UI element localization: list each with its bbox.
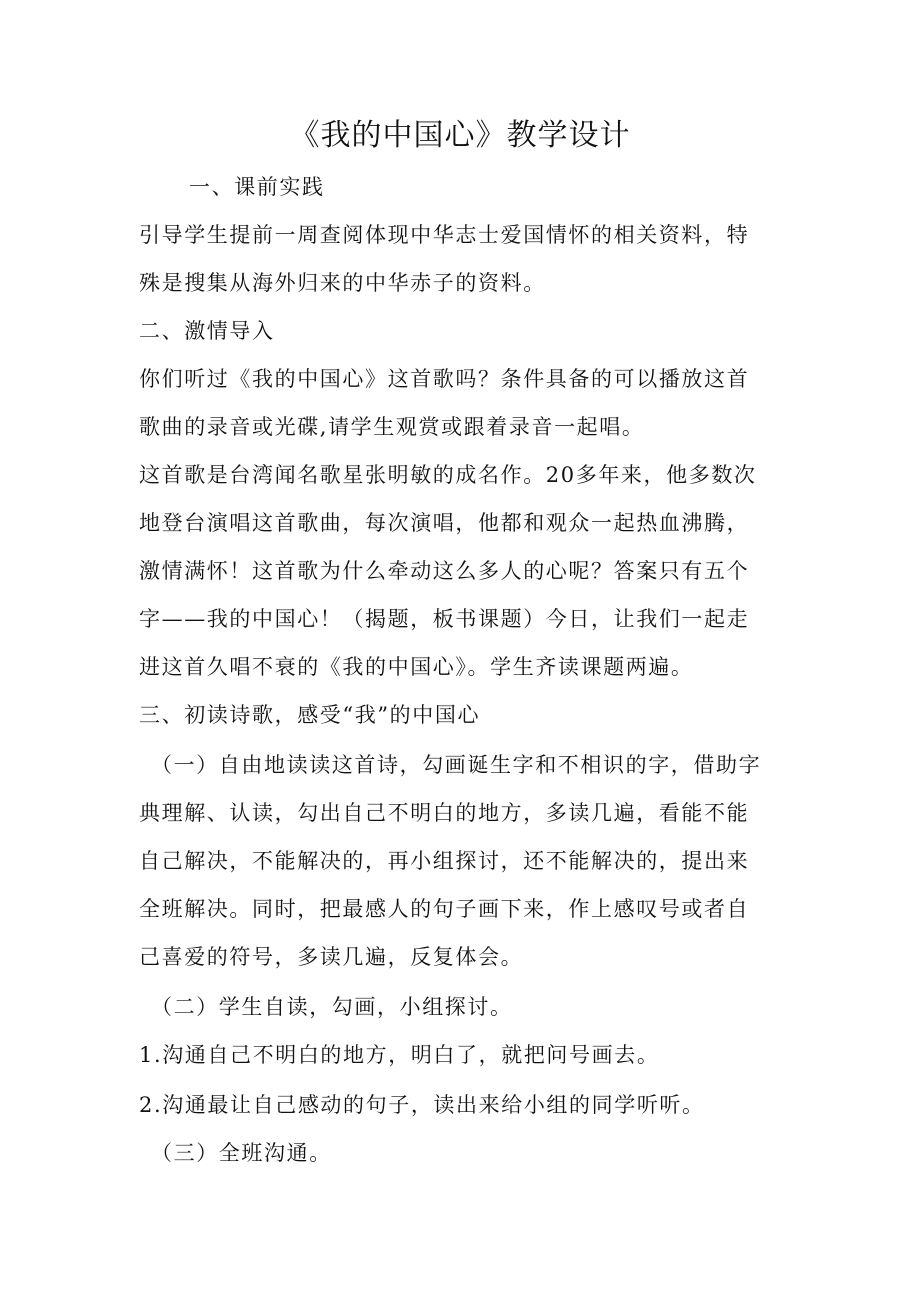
paragraph-line: 己喜爱的符号，多读几遍，反复体会。 (139, 945, 524, 969)
paragraph-line: 自己解决，不能解决的，再小组探讨，还不能解决的，提出来 (139, 849, 750, 873)
paragraph-line: 引导学生提前一周查阅体现中华志士爱国情怀的相关资料，特 (139, 223, 750, 247)
paragraph-line: 进这首久唱不衰的《我的中国心》。学生齐读课题两遍。 (139, 655, 694, 679)
section-heading-1: 一、课前实践 (189, 175, 325, 199)
paragraph-line: 殊是搜集从海外归来的中华赤子的资料。 (139, 271, 546, 295)
numbered-item-2: 2.沟通最让自己感动的句子，读出来给小组的同学听听。 (139, 1093, 705, 1117)
paragraph-line: 这首歌是台湾闻名歌星张明敏的成名作。20多年来，他多数次 (139, 463, 757, 487)
paragraph-line: 全班解决。同时，把最感人的句子画下来，作上感叹号或者自 (139, 897, 750, 921)
paragraph-line: 典理解、认读，勾出自己不明白的地方，多读几遍，看能不能 (139, 801, 750, 825)
subsection-3-line: （三）全班沟通。 (151, 1141, 332, 1165)
subsection-2-line: （二）学生自读，勾画，小组探讨。 (151, 995, 513, 1019)
paragraph-line: 歌曲的录音或光碟,请学生观赏或跟着录音一起唱。 (139, 415, 645, 439)
paragraph-line: 地登台演唱这首歌曲，每次演唱，他都和观众一起热血沸腾， (139, 511, 750, 535)
section-heading-3: 三、初读诗歌，感受“我”的中国心 (139, 703, 481, 727)
subsection-1-line: （一）自由地读读这首诗，勾画诞生字和不相识的字，借助字 (151, 753, 762, 777)
paragraph-line: 激情满怀！这首歌为什么牵动这么多人的心呢？答案只有五个 (139, 559, 750, 583)
paragraph-line: 字——我的中国心！（揭题，板书课题）今日，让我们一起走 (139, 607, 750, 631)
document-title: 《我的中国心》教学设计 (289, 118, 631, 153)
paragraph-line: 你们听过《我的中国心》这首歌吗？条件具备的可以播放这首 (139, 367, 750, 391)
section-heading-2: 二、激情导入 (139, 319, 275, 343)
numbered-item-1: 1.沟通自己不明白的地方，明白了，就把问号画去。 (139, 1043, 660, 1067)
